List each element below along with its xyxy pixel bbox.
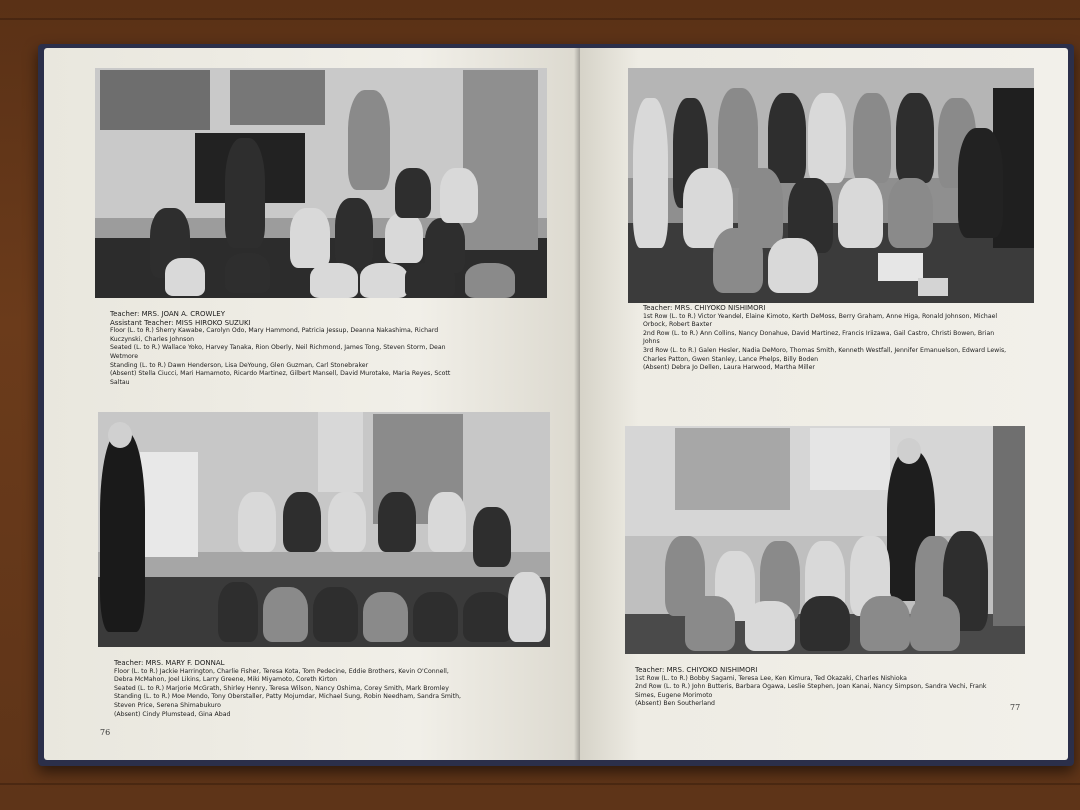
- caption-teacher-line: Teacher: MRS. JOAN A. CROWLEY: [110, 310, 226, 318]
- caption-line: (Absent) Ben Southerland: [635, 700, 715, 708]
- caption-line: Orbock, Robert Baxter: [643, 321, 712, 329]
- caption-line: (Absent) Cindy Plumstead, Gina Abad: [114, 710, 231, 718]
- class-photo-donnal: [98, 412, 550, 647]
- caption-line: Standing (L. to R.) Dawn Henderson, Lisa DeYoung, Glen Guzman, Carl Stonebraker: [110, 361, 369, 369]
- caption-line: Seated (L. to R.) Marjorie McGrath, Shirley Henry, Teresa Wilson, Nancy Oshima, Corey Smith, Mark Bromley: [114, 684, 449, 692]
- caption-line: (Absent) Debra Jo Dellen, Laura Harwood, Martha Miller: [643, 364, 815, 372]
- class-photo-nishimori-1: [628, 68, 1034, 303]
- caption-line: Simes, Eugene Morimoto: [635, 691, 713, 699]
- caption-line: Floor (L. to R.) Sherry Kawabe, Carolyn Odo, Mary Hammond, Patricia Jessup, Deanna Nakashima, Richard: [110, 327, 439, 335]
- class-photo-crowley: [95, 68, 547, 298]
- caption-line: Saltau: [110, 378, 130, 386]
- caption-crowley: [110, 310, 450, 387]
- caption-line: Standing (L. to R.) Moe Mendo, Tony Oberstaller, Patty Mojumdar, Michael Sung, Robin Needham, Sandra Smith,: [114, 693, 461, 701]
- caption-line: 1st Row (L. to R.) Victor Yeandel, Elaine Kimoto, Kerth DeMoss, Berry Graham, Anne Higa, Ronald Johnson, Michael: [643, 312, 998, 320]
- caption-donnal: [114, 659, 461, 719]
- caption-line: Debra McMahon, Joel Likins, Larry Greene, Miki Miyamoto, Coreth Kirton: [114, 676, 338, 684]
- caption-line: 3rd Row (L. to R.) Galen Hesler, Nadia DeMoro, Thomas Smith, Kenneth Westfall, Jennifer Emanuelson, Edward Lewis,: [643, 346, 1007, 354]
- caption-line: 2nd Row (L. to R.) Ann Collins, Nancy Donahue, David Martinez, Francis Iriizawa, Gail Castro, Christi Bowen, Brian: [643, 329, 995, 337]
- left-page: [44, 48, 580, 760]
- caption-line: Steven Price, Serena Shimabukuro: [114, 701, 221, 709]
- caption-line: Seated (L. to R.) Wallace Yoko, Harvey Tanaka, Rion Oberly, Neil Richmond, James Tong, Steven Storm, Dean: [110, 344, 446, 352]
- caption-teacher-line: Teacher: MRS. MARY F. DONNAL: [114, 659, 225, 667]
- caption-line: 1st Row (L. to R.) Bobby Sagami, Teresa Lee, Ken Kimura, Ted Okazaki, Charles Nishioka: [635, 674, 907, 682]
- class-photo-nishimori-2: [625, 426, 1025, 654]
- right-page: [580, 48, 1068, 760]
- page-number-left: 76: [100, 728, 111, 737]
- caption-line: Charles Patton, Gwen Stanley, Lance Phelps, Billy Boden: [643, 355, 819, 363]
- caption-line: Floor (L. to R.) Jackie Harrington, Charlie Fisher, Teresa Kota, Tom Pedecine, Eddie Brothers, Kevin O'Connell,: [114, 667, 449, 675]
- caption-teacher-line: Teacher: MRS. CHIYOKO NISHIMORI: [643, 304, 766, 312]
- caption-teacher-line: Teacher: MRS. CHIYOKO NISHIMORI: [635, 666, 758, 674]
- caption-assistant-teacher-line: Assistant Teacher: MISS HIROKO SUZUKI: [110, 318, 251, 327]
- caption-line: Johns: [643, 338, 660, 346]
- caption-nishimori-2: [635, 666, 986, 709]
- caption-line: Kuczynski, Charles Johnson: [110, 335, 195, 343]
- caption-line: Wetmore: [110, 352, 139, 360]
- caption-line: (Absent) Stella Ciucci, Mari Hamamoto, Ricardo Martinez, Gilbert Mansell, David Murotake, Maria Reyes, Scott: [110, 370, 451, 378]
- caption-nishimori-1: [643, 304, 1006, 373]
- caption-line: 2nd Row (L. to R.) John Butteris, Barbara Ogawa, Leslie Stephen, Joan Kanai, Nancy Simpson, Sandra Vechi, Frank: [635, 683, 987, 691]
- page-number-right: 77: [1010, 703, 1021, 712]
